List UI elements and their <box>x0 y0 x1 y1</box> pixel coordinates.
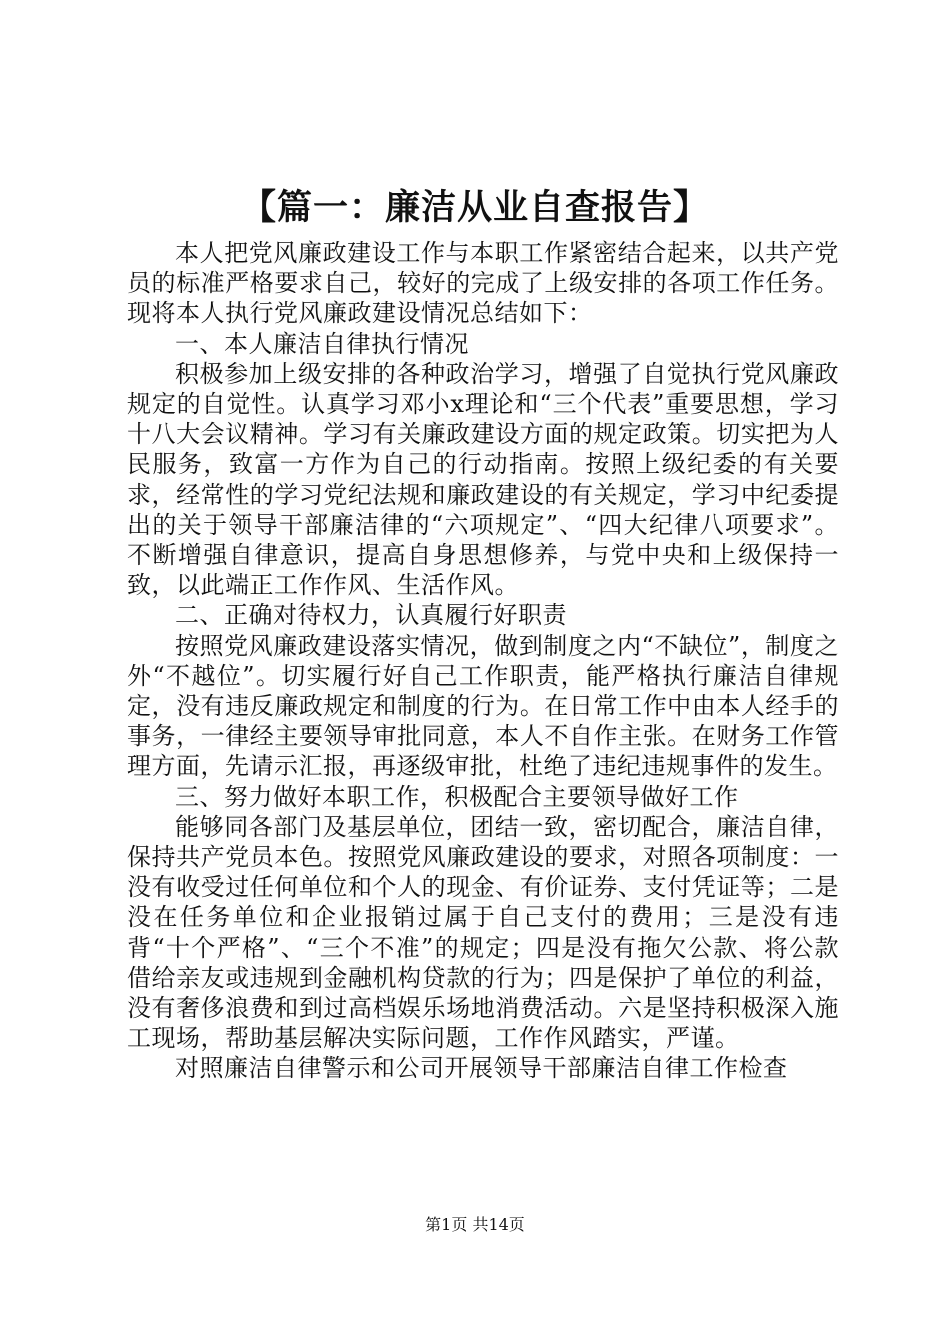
paragraph-section-2: 按照党风廉政建设落实情况，做到制度之内“不缺位”，制度之外“不越位”。切实履行好自己工作职责，能严格执行廉洁自律规定，没有违反廉政规定和制度的行为。在日常工作中由本人经手的事务，一律经主要领导审批同意，本人不自作主张。在财务工作管理方面，先请示汇报，再逐级审批，杜绝了违纪违规事件的发生。 <box>127 631 839 781</box>
paragraph-continued: 对照廉洁自律警示和公司开展领导干部廉洁自律工作检查 <box>175 1054 788 1083</box>
document-title: 【篇一：廉洁从业自查报告】 <box>240 187 709 228</box>
document-body <box>127 238 839 1084</box>
paragraph-section-3: 能够同各部门及基层单位，团结一致，密切配合，廉洁自律，保持共产党员本色。按照党风廉政建设的要求，对照各项制度：一没有收受过任何单位和个人的现金、有价证券、支付凭证等；二是没在任务单位和企业报销过属于自己支付的费用；三是没有违背“十个严格”、“三个不准”的规定；四是没有拖欠公款、将公款借给亲友或违规到金融机构贷款的行为；四是保护了单位的利益，没有奢侈浪费和到过高档娱乐场地消费活动。六是坚持积极深入施工现场，帮助基层解决实际问题，工作作风踏实，严谨。 <box>127 812 839 1053</box>
section-heading-1: 一、本人廉洁自律执行情况 <box>175 329 469 358</box>
section-heading-2: 二、正确对待权力，认真履行好职责 <box>175 601 567 630</box>
section-heading-3: 三、努力做好本职工作，积极配合主要领导做好工作 <box>175 782 739 811</box>
page-number-footer: 第1页 共14页 <box>425 1215 525 1234</box>
paragraph-intro: 本人把党风廉政建设工作与本职工作紧密结合起来，以共产党员的标准严格要求自己，较好的完成了上级安排的各项工作任务。现将本人执行党风廉政建设情况总结如下： <box>127 239 839 328</box>
paragraph-section-1: 积极参加上级安排的各种政治学习，增强了自觉执行党风廉政规定的自觉性。认真学习邓小x理论和“三个代表”重要思想，学习十八大会议精神。学习有关廉政建设方面的规定政策。切实把为人民服务，致富一方作为自己的行动指南。按照上级纪委的有关要求，经常性的学习党纪法规和廉政建设的有关规定，学习中纪委提出的关于领导干部廉洁律的“六项规定”、“四大纪律八项要求”。不断增强自律意识，提高自身思想修养，与党中央和上级保持一致，以此端正工作作风、生活作风。 <box>127 359 839 600</box>
